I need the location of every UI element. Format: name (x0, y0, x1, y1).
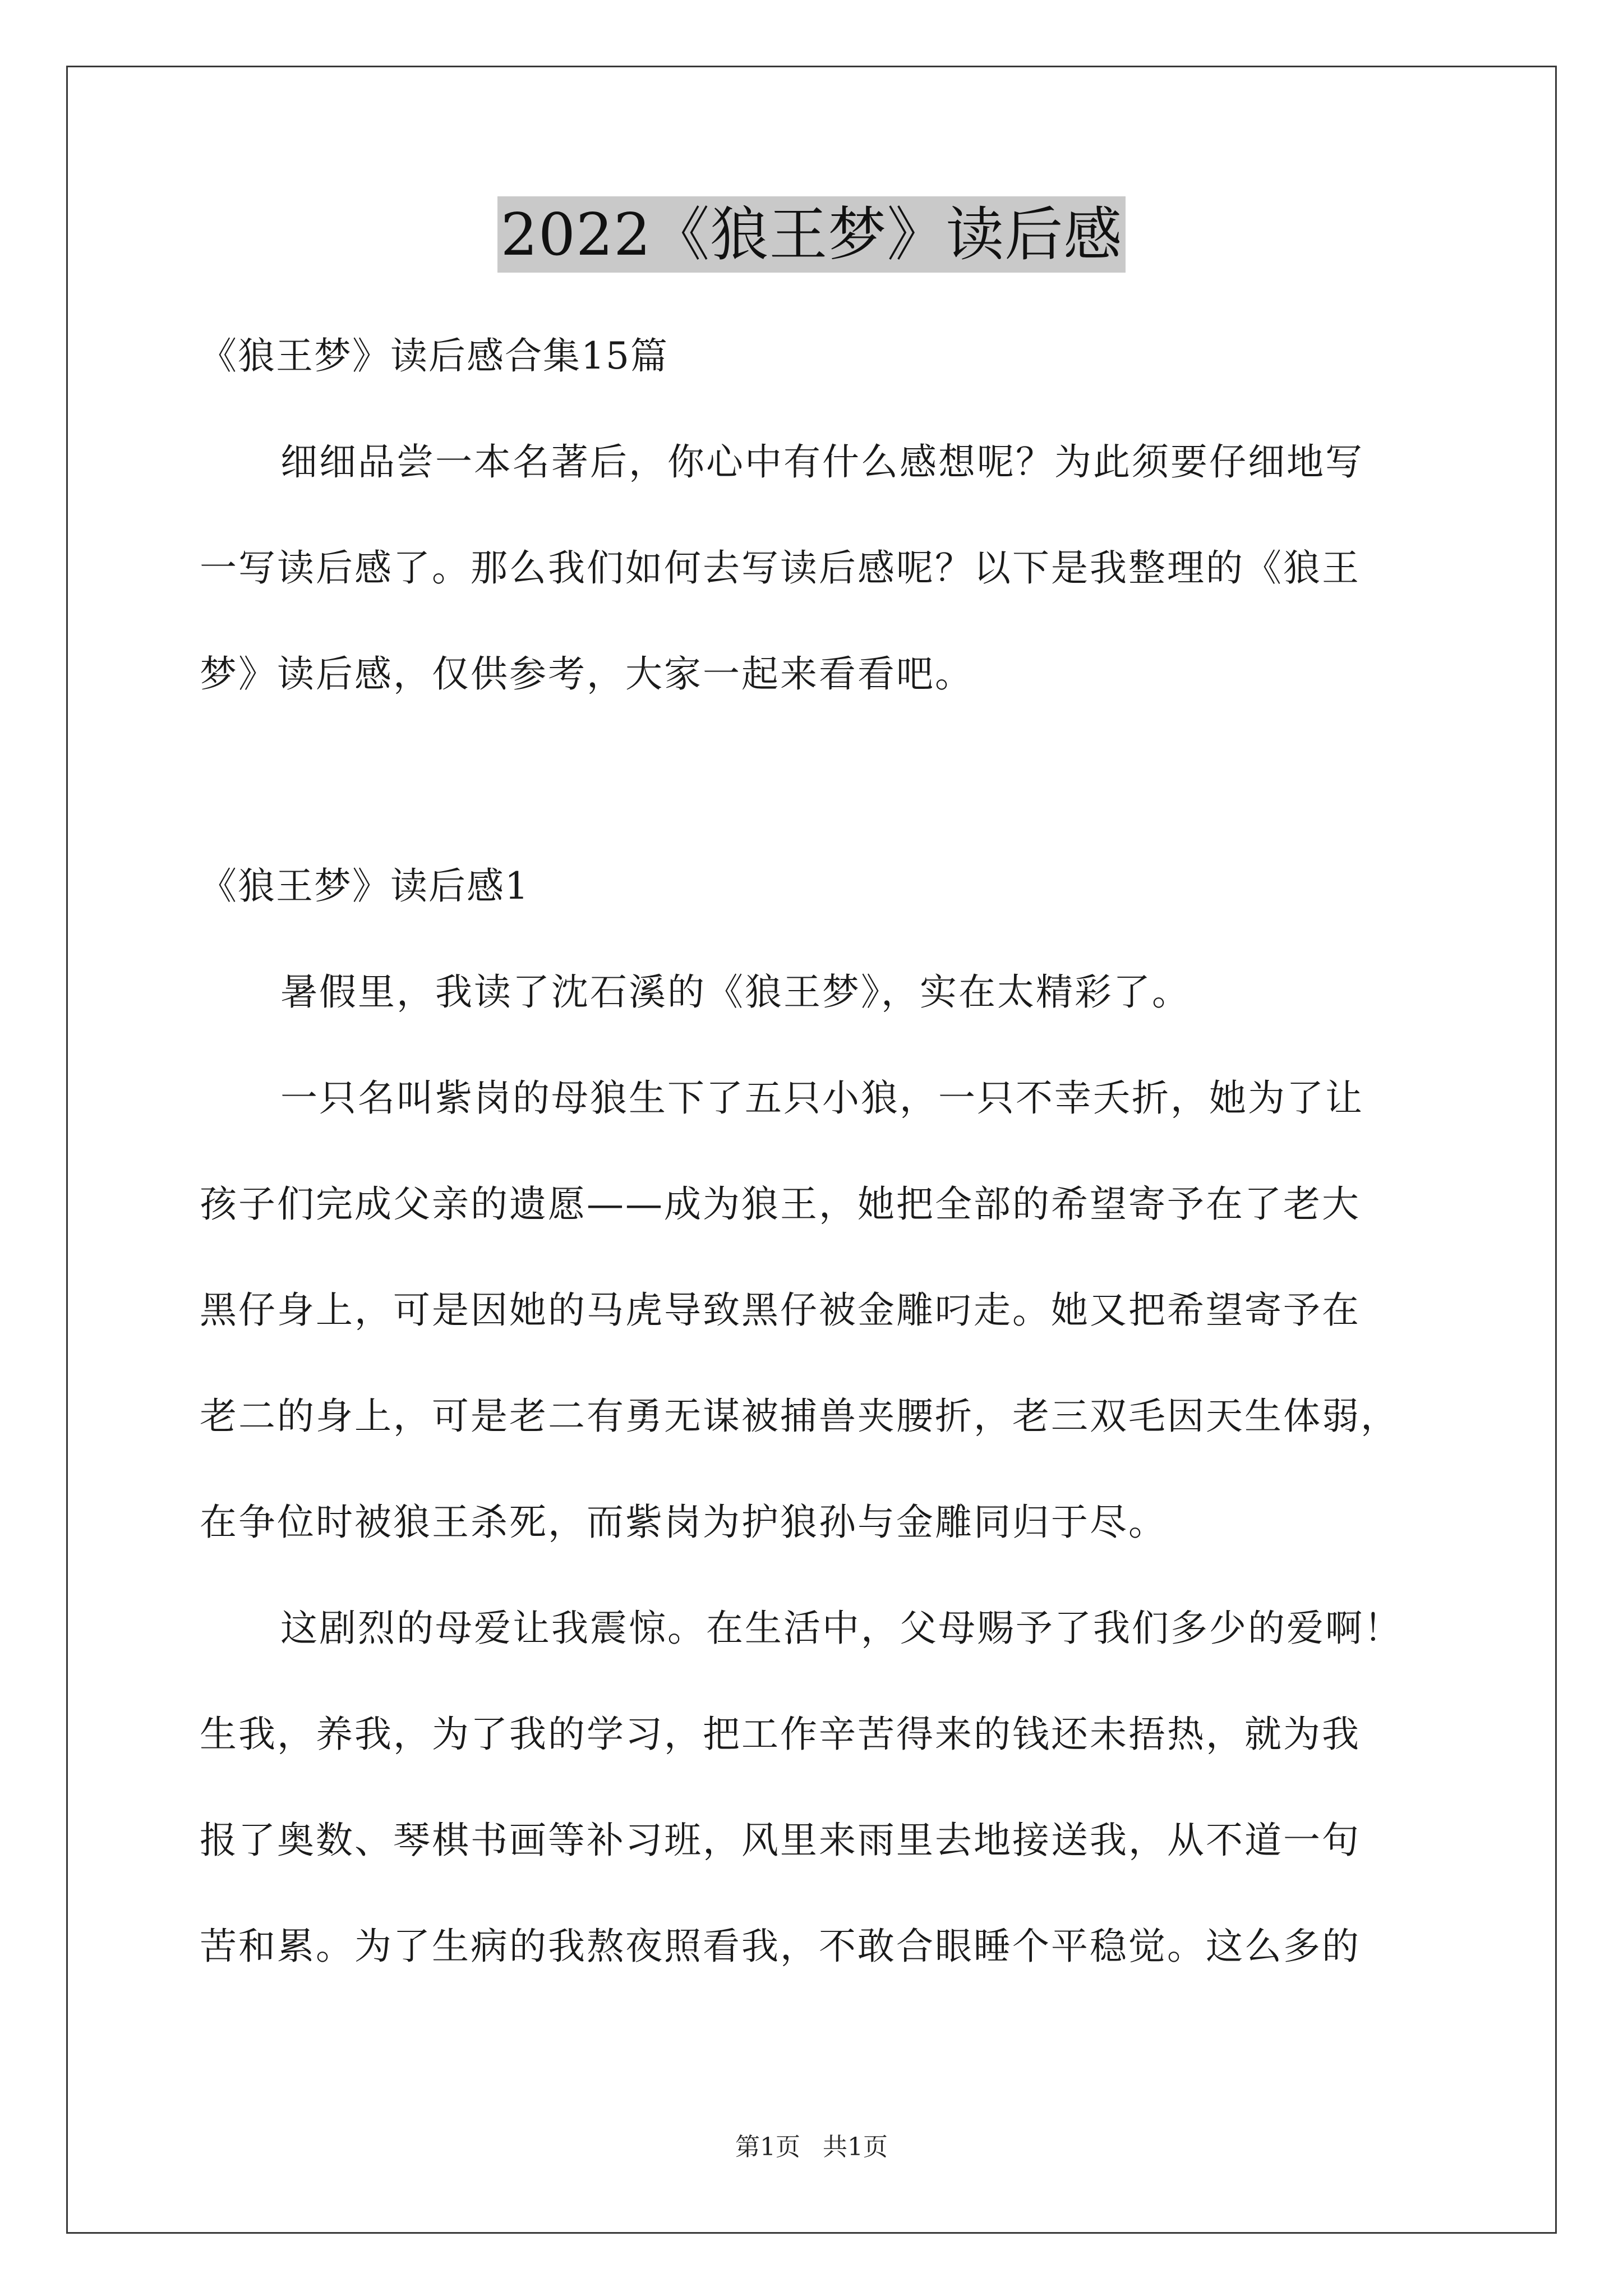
document-body (200, 303, 1461, 1999)
intro-line: 细细品尝一本名著后，你心中有什么感想呢？为此须要仔细地写 (280, 440, 1364, 484)
body-line: 生我，养我，为了我的学习，把工作辛苦得来的钱还未捂热，就为我 (200, 1713, 1361, 1756)
body-line: 这剧烈的母爱让我震惊。在生活中，父母赐予了我们多少的爱啊！ (280, 1607, 1403, 1650)
body-line: 报了奥数、琴棋书画等补习班，风里来雨里去地接送我，从不道一句 (200, 1819, 1361, 1862)
body-line: 黑仔身上，可是因她的马虎导致黑仔被金雕叼走。她又把希望寄予在 (200, 1289, 1361, 1332)
body-line: 暑假里，我读了沈石溪的《狼王梦》，实在太精彩了。 (280, 970, 1191, 1014)
body-line: 苦和累。为了生病的我熬夜照看我，不敢合眼睡个平稳觉。这么多的 (200, 1925, 1361, 1968)
page-number: 第1页 (735, 2133, 800, 2161)
collection-subtitle: 《狼王梦》读后感合集15篇 (200, 334, 668, 378)
paragraph-gap (200, 727, 1461, 833)
intro-line: 一写读后感了。那么我们如何去写读后感呢？以下是我整理的《狼王 (200, 546, 1361, 590)
document-title: 2022《狼王梦》读后感 (497, 196, 1126, 273)
body-line: 老二的身上，可是老二有勇无谋被捕兽夹腰折，老三双毛因天生体弱， (200, 1395, 1399, 1438)
body-line: 一只名叫紫岗的母狼生下了五只小狼，一只不幸夭折，她为了让 (280, 1076, 1364, 1120)
page-total: 共1页 (823, 2133, 888, 2161)
intro-line: 梦》读后感，仅供参考，大家一起来看看吧。 (200, 652, 974, 696)
body-line: 在争位时被狼王杀死，而紫岗为护狼孙与金雕同归于尽。 (200, 1501, 1167, 1544)
section-heading: 《狼王梦》读后感1 (200, 864, 529, 908)
title-container (0, 196, 1623, 273)
body-line: 孩子们完成父亲的遗愿——成为狼王，她把全部的希望寄予在了老大 (200, 1182, 1361, 1226)
page-footer (0, 2132, 1623, 2163)
